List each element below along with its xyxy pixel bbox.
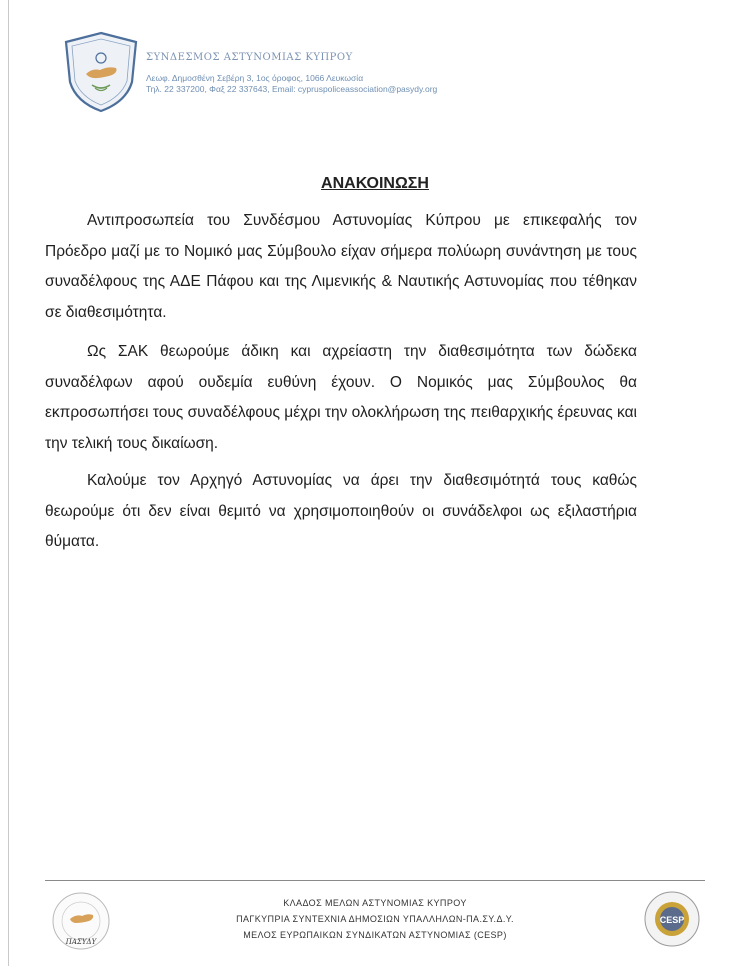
announcement-paragraph: Αντιπροσωπεία του Συνδέσμου Αστυνομίας Κύπρου με επικεφαλής τον Πρόεδρο μαζί με το Νομικό μας Σύμβουλο είχαν σήμερα πολύωρη συνάντηση με τους συναδέλφους της ΑΔΕ Πάφου και της Λιμενικής & Ναυτικής Αστυνομίας που τέθηκαν σε διαθεσιμότητα. [45,212,637,321]
organization-name: ΣΥΝΔΕΣΜΟΣ ΑΣΤΥΝΟΜΙΑΣ ΚΥΠΡΟΥ [146,52,353,63]
announcement-paragraph: Καλούμε τον Αρχηγό Αστυνομίας να άρει την διαθεσιμότητά τους καθώς θεωρούμε ότι δεν είναι θεμιτό να χρησιμοποιηθούν οι συνάδελφοι ως εξιλαστήρια θύματα. [45,472,637,550]
police-association-crest-icon [62,30,140,114]
footer-divider [45,880,705,881]
pasydy-logo-text: ΠΑΣΥΔΥ [65,938,97,946]
footer-line-2: ΠΑΓΚΥΠΡΙΑ ΣΥΝΤΕΧΝΙΑ ΔΗΜΟΣΙΩΝ ΥΠΑΛΛΗΛΩΝ-ΠΑ.ΣΥ.Δ.Υ. [236,914,514,924]
organization-address: Λεωφ. Δημοσθένη Σεβέρη 3, 1ος όροφος, 1066 Λευκωσία [146,73,364,83]
announcement-paragraph: Ως ΣΑΚ θεωρούμε άδικη και αχρείαστη την διαθεσιμότητα των δώδεκα συναδέλφων αφού ουδεμία ευθύνη έχουν. Ο Νομικός μας Σύμβουλος θα εκπροσωπήσει τους συναδέλφους μέχρι την ολοκλήρωση της πειθαρχικής έρευνας και την τελική τους δικαίωση. [45,343,637,452]
organization-contacts: Τηλ. 22 337200, Φαξ 22 337643, Email: cypruspoliceassociation@pasydy.org [146,84,438,94]
page-left-rule [8,0,9,966]
footer-line-1: ΚΛΑΔΟΣ ΜΕΛΩΝ ΑΣΤΥΝΟΜΙΑΣ ΚΥΠΡΟΥ [283,898,467,908]
footer-line-3: ΜΕΛΟΣ ΕΥΡΩΠΑΙΚΩΝ ΣΥΝΔΙΚΑΤΩΝ ΑΣΤΥΝΟΜΙΑΣ (CESP) [243,930,507,940]
letterhead [62,28,482,116]
announcement-title: ΑΝΑΚΟΙΝΩΣΗ [321,175,429,192]
cesp-logo-text: CESP [659,915,685,925]
cesp-logo-icon [643,890,701,948]
